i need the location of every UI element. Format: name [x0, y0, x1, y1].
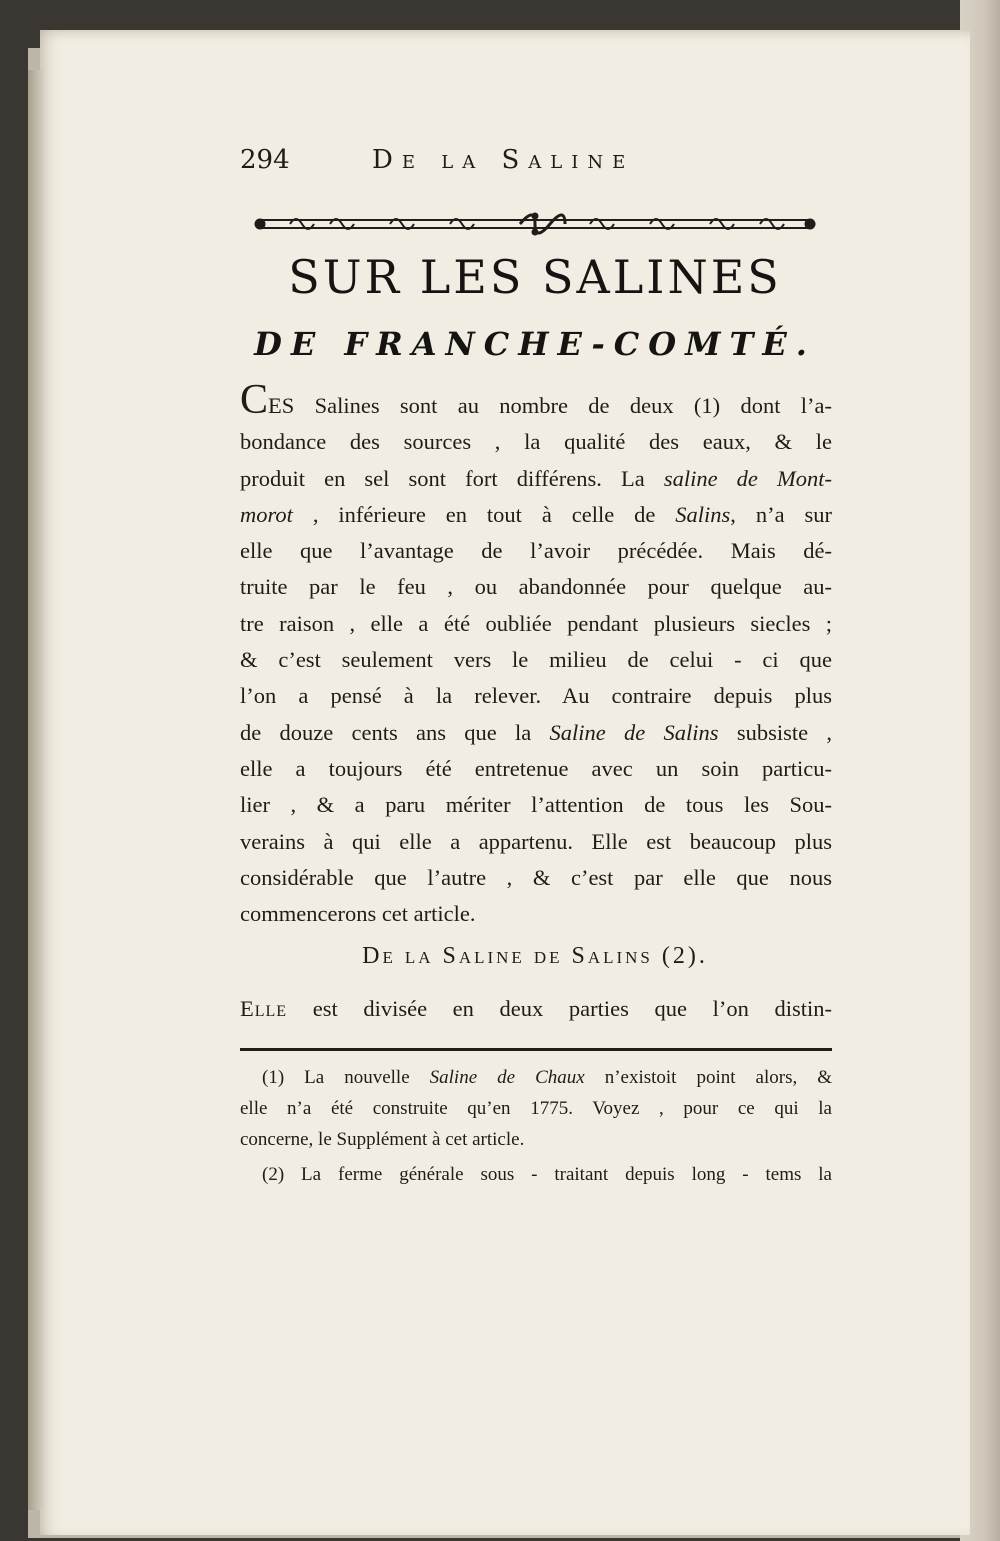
section-first-word: Elle [240, 996, 288, 1021]
page-number: 294 [240, 145, 290, 175]
text-line: lier , & a paru mériter l’attention de tous les Sou- [240, 792, 832, 818]
running-title: De la Saline [372, 145, 635, 175]
text-line: elle que l’avantage de l’avoir précédée. Mais dé- [240, 538, 832, 564]
text-line: tre raison , elle a été oubliée pendant plusieurs siecles ; [240, 610, 832, 636]
text-line: considérable que l’autre , & c’est par elle que nous [240, 864, 832, 890]
footnote-1-line: concerne, le Supplément à cet article. [240, 1129, 525, 1150]
ornament-band-icon [250, 208, 820, 240]
running-head [240, 145, 830, 185]
text-line: de douze cents ans que la Saline de Salins subsiste , [240, 719, 832, 745]
text-line: & c’est seulement vers le milieu de celui - ci que [240, 647, 832, 673]
text-line: commencerons cet article. [240, 901, 476, 927]
drop-cap: C [240, 377, 269, 423]
text-line: CES Salines sont au nombre de deux (1) dont l’a- [240, 377, 832, 423]
footnote-1-line: (1) La nouvelle Saline de Chaux n’existoit point alors, & [262, 1067, 832, 1088]
text-line: l’on a pensé à la relever. Au contraire depuis plus [240, 683, 832, 709]
footnotes [240, 1062, 832, 1190]
text-line: verains à qui elle a appartenu. Elle est beaucoup plus [240, 828, 832, 854]
section-first-line: Elle est divisée en deux parties que l’on distin- [240, 996, 832, 1021]
text-line: elle a toujours été entretenue avec un soin particu- [240, 755, 832, 781]
section-heading: De la Saline de Salins (2). [362, 943, 708, 969]
text-line: truite par le feu , ou abandonnée pour quelque au- [240, 574, 832, 600]
text-line: bondance des sources , la qualité des eaux, & le [240, 429, 832, 455]
article-subtitle: DE FRANCHE-COMTÉ. [254, 325, 816, 363]
article-title: SUR LES SALINES [288, 250, 782, 304]
footnote-1-line: elle n’a été construite qu’en 1775. Voyez , pour ce qui la [240, 1098, 832, 1119]
body-paragraph [240, 377, 832, 932]
footnote-rule [240, 1048, 832, 1051]
page-stack-edge [28, 70, 44, 1510]
footnote-2-line: (2) La ferme générale sous - traitant depuis long - tems la [262, 1164, 832, 1185]
text-line: morot , inférieure en tout à celle de Salins, n’a sur [240, 501, 832, 527]
text-line: produit en sel sont fort différens. La saline de Mont- [240, 465, 832, 491]
